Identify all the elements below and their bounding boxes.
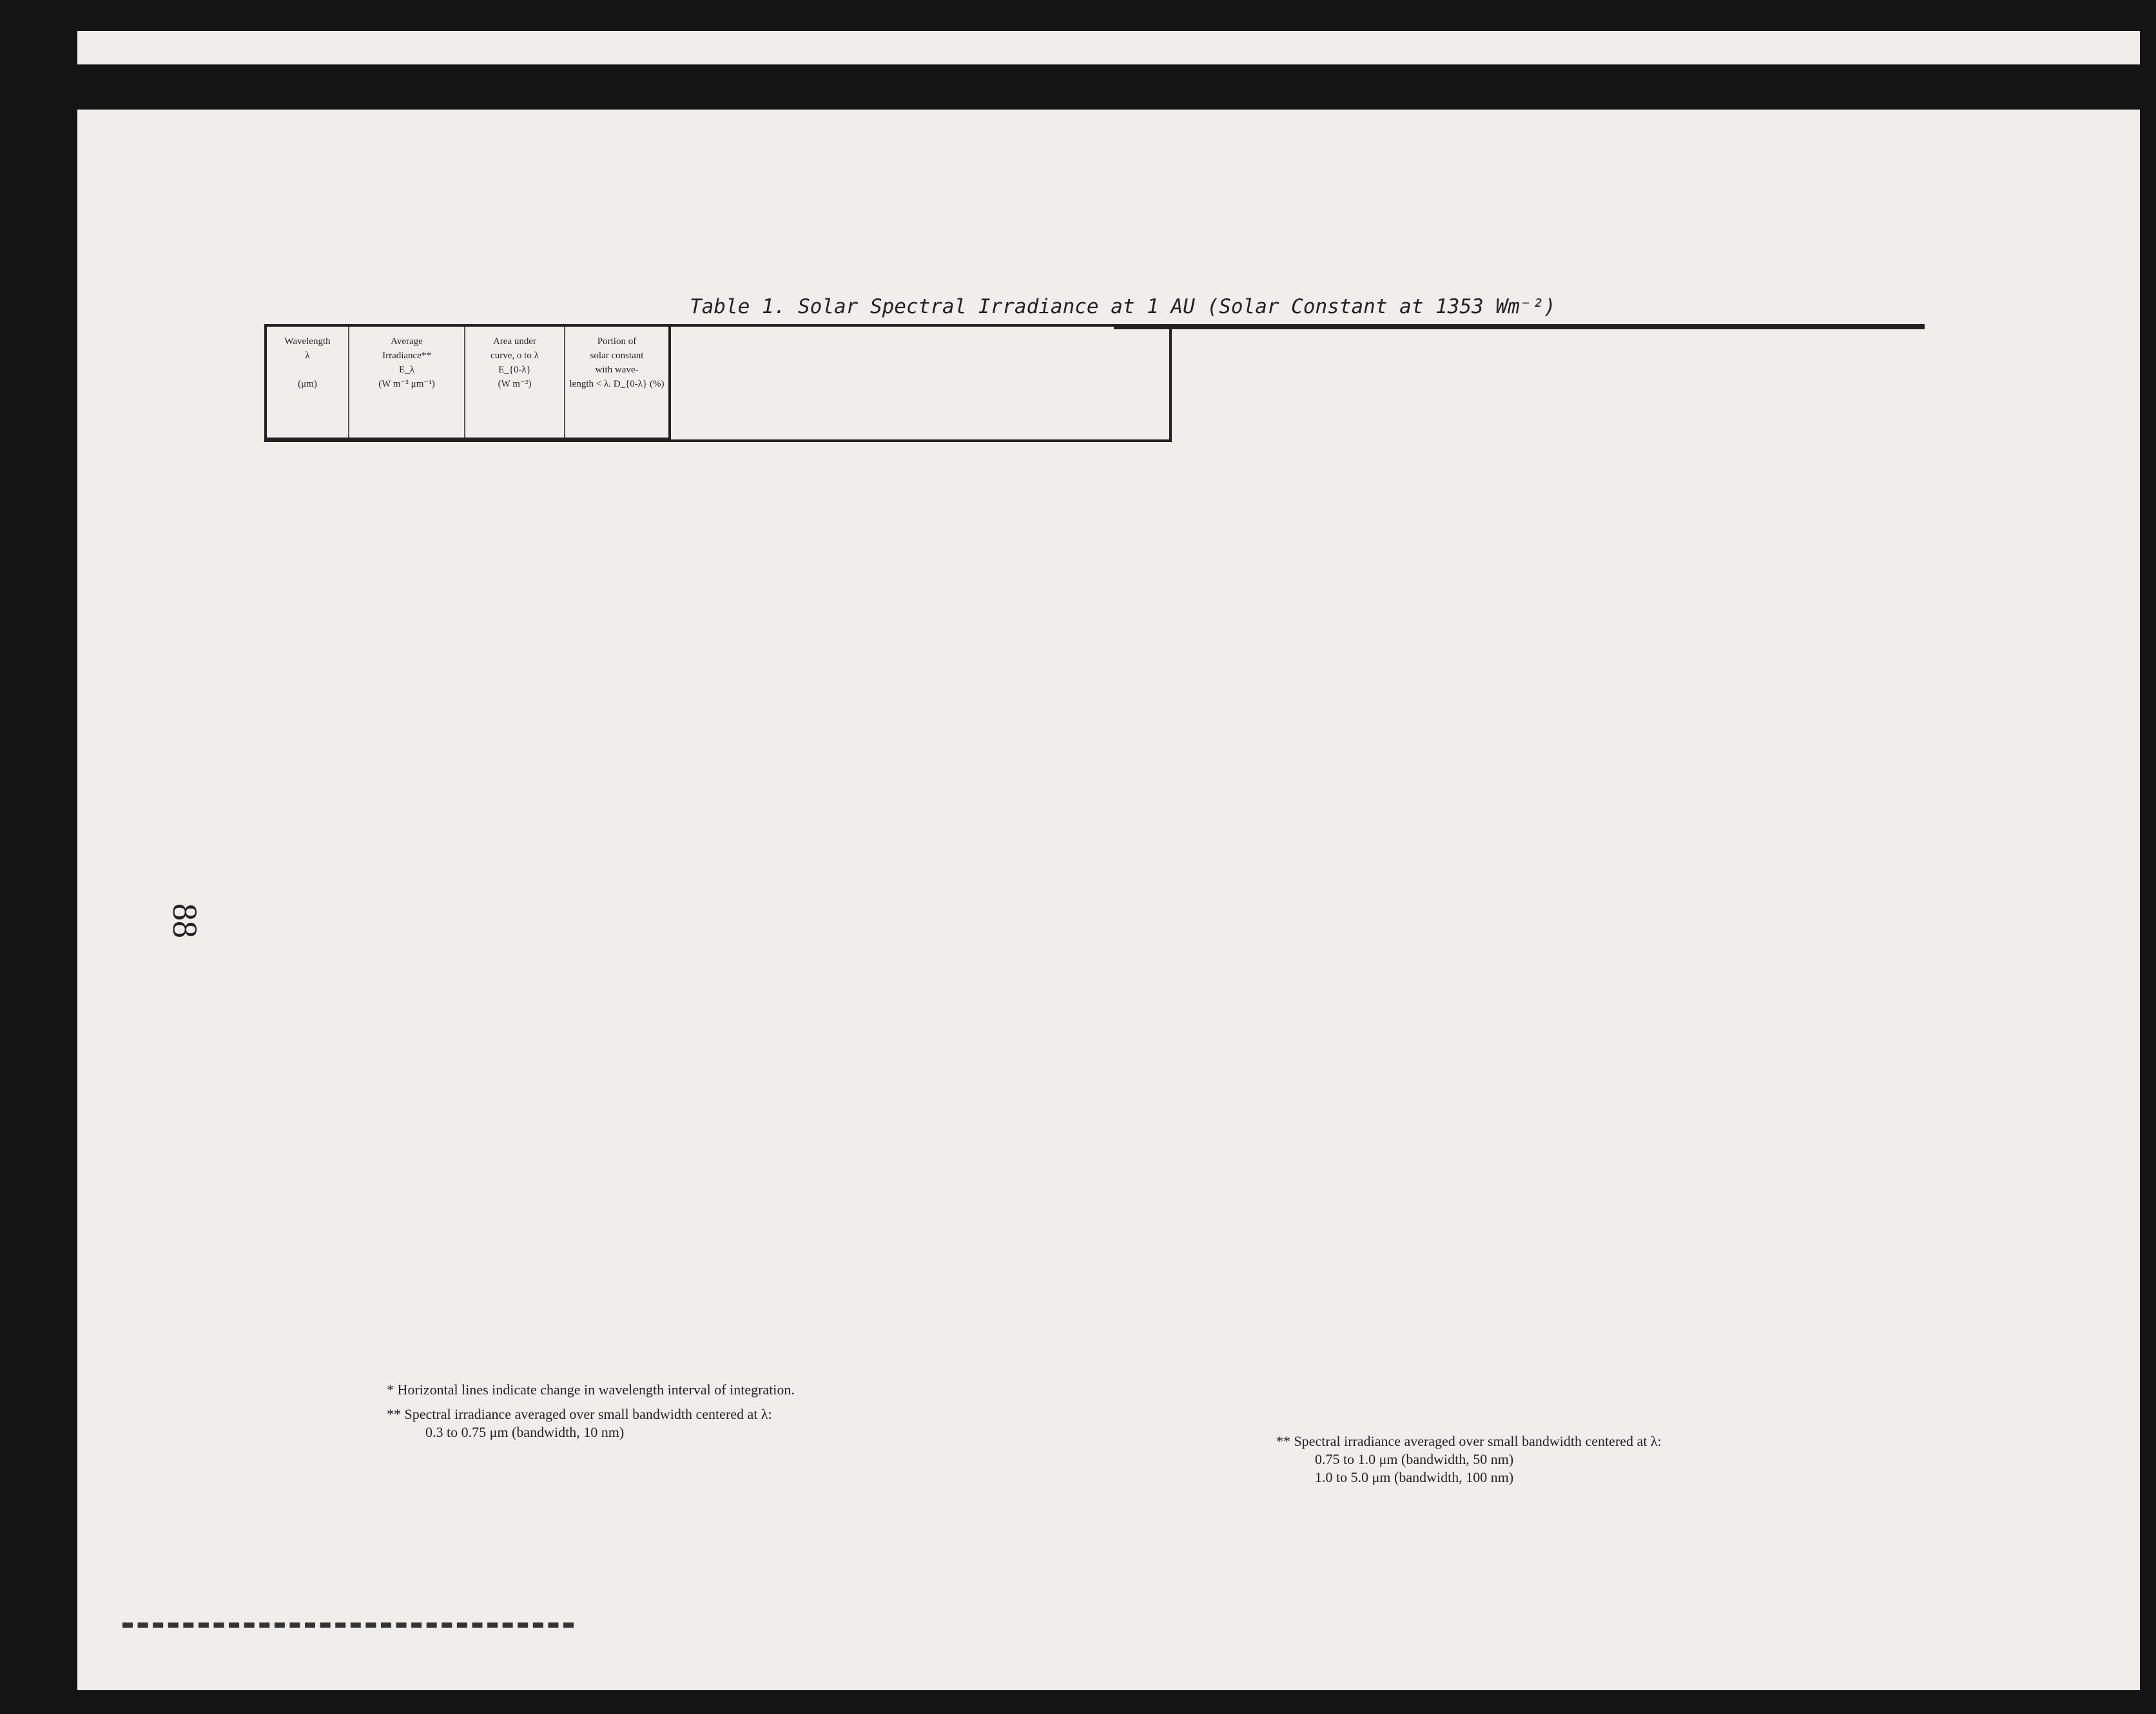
column-header-line: E_λ [399,365,414,375]
footnote-spectral-irradiance: ** Spectral irradiance averaged over small bandwidth centered at λ: [387,1406,772,1422]
column-header [267,327,349,438]
column-header [565,327,668,438]
column-header-line: Area under [492,336,537,347]
column-header-line: with wave- [595,365,639,375]
column-header-line: Portion of [597,336,637,347]
column-header-line: E_{0-λ} [498,365,531,375]
column-header [349,327,465,438]
footnote-bandwidth-100nm: 1.0 to 5.0 μm (bandwidth, 100 nm) [1315,1469,1514,1485]
column-header [465,327,565,438]
table-title: Table 1. Solar Spectral Irradiance at 1 AU (Solar Constant at 1353 Wm⁻²) [690,295,1556,318]
column-header-line: (W m⁻² μm⁻¹) [378,379,435,389]
footnote-bandwidth-10nm: 0.3 to 0.75 μm (bandwidth, 10 nm) [425,1424,625,1440]
column-header-line: (μm) [298,379,317,389]
footnote-horizontal-lines: * Horizontal lines indicate change in wavelength interval of integration. [387,1382,795,1398]
column-header-line: (W m⁻²) [498,379,532,389]
scanned-page [77,31,2140,1690]
column-header-line: Wavelength [284,336,331,347]
footnote-bandwidth-50nm: 0.75 to 1.0 μm (bandwidth, 50 nm) [1315,1451,1514,1467]
footnote-spectral-irradiance-right: ** Spectral irradiance averaged over small bandwidth centered at λ: [1276,1433,1662,1449]
perforation-marks [122,1623,574,1628]
right-footnotes [1276,1432,1662,1487]
left-data-table [264,324,1172,442]
scan-edge-band [77,64,2140,110]
column-header-line: Irradiance** [382,351,431,361]
column-header-line: Average [391,336,423,347]
column-header-row [267,327,668,439]
column-header-line: λ [305,351,310,361]
column-header-line [269,363,345,377]
column-header-line: length < λ. D_{0-λ} (%) [569,379,665,389]
right-data-table [1114,324,1925,329]
left-footnotes [387,1381,795,1441]
left-subtable-a [267,327,668,439]
column-header-line: curve, o to λ [490,351,539,361]
page-number: 88 [166,903,204,938]
column-header-line: solar constant [590,351,644,361]
